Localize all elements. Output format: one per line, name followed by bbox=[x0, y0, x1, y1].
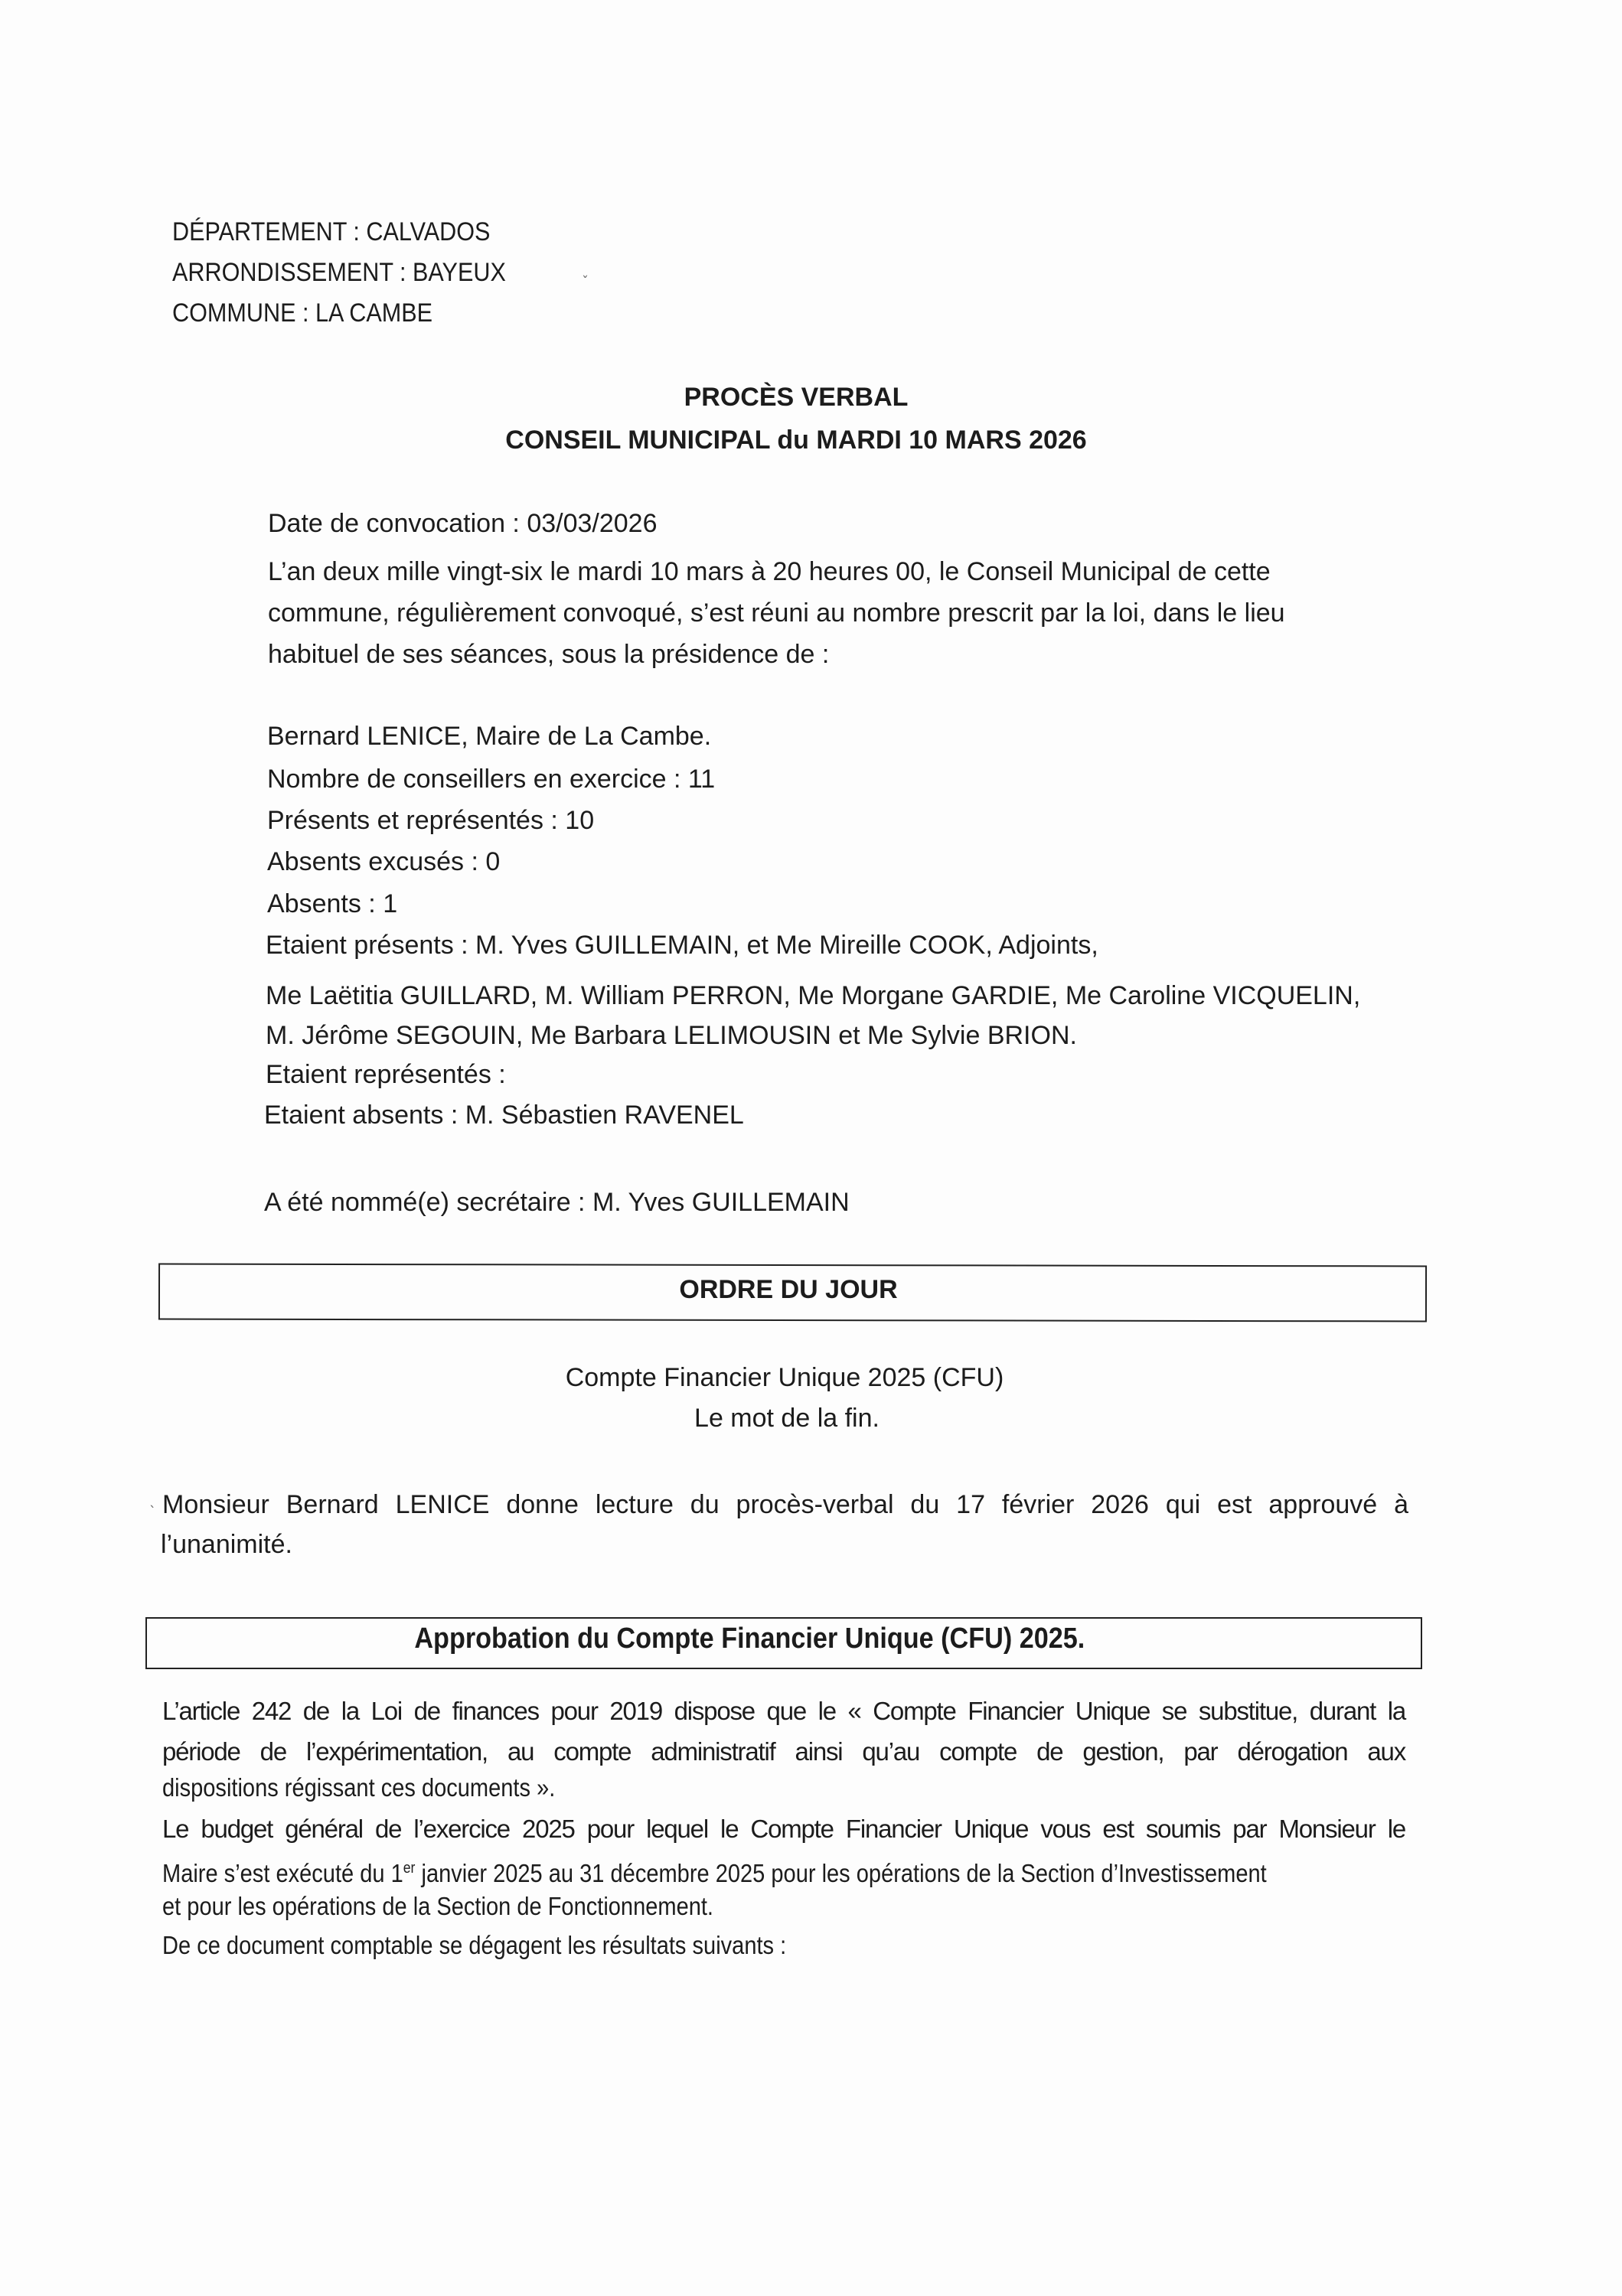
agenda-item-fin: Le mot de la fin. bbox=[694, 1404, 880, 1433]
absents-list: Etaient absents : M. Sébastien RAVENEL bbox=[264, 1101, 744, 1130]
representes: Etaient représentés : bbox=[266, 1060, 506, 1089]
header-arrondissement: ARRONDISSEMENT : BAYEUX bbox=[172, 258, 506, 287]
conseillers-count: Nombre de conseillers en exercice : 11 bbox=[267, 765, 716, 794]
approval-line1: Monsieur Bernard LENICE donne lecture du procès-verbal du 17 février 2026 qui est approuvé à bbox=[162, 1490, 1408, 1519]
cfu-p1-line2: période de l’expérimentation, au compte administratif ainsi qu’au compte de gestion, par dérogation aux bbox=[162, 1737, 1405, 1766]
convocation-intro-line3: habituel de ses séances, sous la présidence de : bbox=[268, 640, 830, 669]
cfu-p2-line2-start: Maire s’est exécuté du 1 bbox=[162, 1859, 403, 1887]
header-commune: COMMUNE : LA CAMBE bbox=[172, 298, 433, 328]
title-proces-verbal: PROCÈS VERBAL bbox=[684, 383, 909, 412]
header-departement: DÉPARTEMENT : CALVADOS bbox=[172, 217, 491, 246]
title-conseil-municipal: CONSEIL MUNICIPAL du MARDI 10 MARS 2026 bbox=[505, 426, 1087, 455]
cfu-p2-line2-sup: er bbox=[403, 1860, 416, 1877]
cfu-p1-line3: dispositions régissant ces documents ». bbox=[162, 1773, 556, 1802]
presents-list-line3: M. Jérôme SEGOUIN, Me Barbara LELIMOUSIN et Me Sylvie BRION. bbox=[266, 1021, 1077, 1050]
cfu-p2-line3: et pour les opérations de la Section de Fonctionnement. bbox=[162, 1892, 714, 1920]
absents-count: Absents : 1 bbox=[267, 889, 398, 918]
cfu-p1-line1: L’article 242 de la Loi de finances pour 2019 dispose que le « Compte Financier Unique se substitue, durant la bbox=[162, 1697, 1405, 1725]
excuses-count: Absents excusés : 0 bbox=[267, 847, 501, 876]
convocation-intro-line1: L’an deux mille vingt-six le mardi 10 mars à 20 heures 00, le Conseil Municipal de cette bbox=[268, 557, 1271, 586]
presents-list-line2: Me Laëtitia GUILLARD, M. William PERRON, Me Morgane GARDIE, Me Caroline VICQUELIN, bbox=[266, 981, 1361, 1010]
president: Bernard LENICE, Maire de La Cambe. bbox=[267, 722, 712, 751]
agenda-heading: ORDRE DU JOUR bbox=[679, 1275, 898, 1304]
agenda-item-cfu: Compte Financier Unique 2025 (CFU) bbox=[565, 1363, 1004, 1392]
presents-list-line1: Etaient présents : M. Yves GUILLEMAIN, et Me Mireille COOK, Adjoints, bbox=[266, 931, 1098, 960]
cfu-p2-line2 bbox=[162, 1851, 1267, 1890]
cfu-heading: Approbation du Compte Financier Unique (CFU) 2025. bbox=[414, 1623, 1085, 1655]
convocation-intro-line2: commune, régulièrement convoqué, s’est réuni au nombre prescrit par la loi, dans le lieu bbox=[268, 598, 1285, 628]
cfu-p2-line2-end: janvier 2025 au 31 décembre 2025 pour les opérations de la Section d’Investissement bbox=[415, 1859, 1267, 1887]
approval-line2: l’unanimité. bbox=[161, 1530, 292, 1559]
scan-speck: ˎ bbox=[149, 1492, 156, 1508]
cfu-p3-line1: De ce document comptable se dégagent les résultats suivants : bbox=[162, 1931, 787, 1959]
scan-speck: ˇ bbox=[582, 274, 589, 290]
secretaire: A été nommé(e) secrétaire : M. Yves GUILLEMAIN bbox=[264, 1188, 850, 1217]
cfu-p2-line1: Le budget général de l’exercice 2025 pour lequel le Compte Financier Unique vous est soumis par Monsieur le bbox=[162, 1815, 1405, 1843]
presents-count: Présents et représentés : 10 bbox=[267, 806, 595, 835]
convocation-date: Date de convocation : 03/03/2026 bbox=[268, 509, 658, 538]
